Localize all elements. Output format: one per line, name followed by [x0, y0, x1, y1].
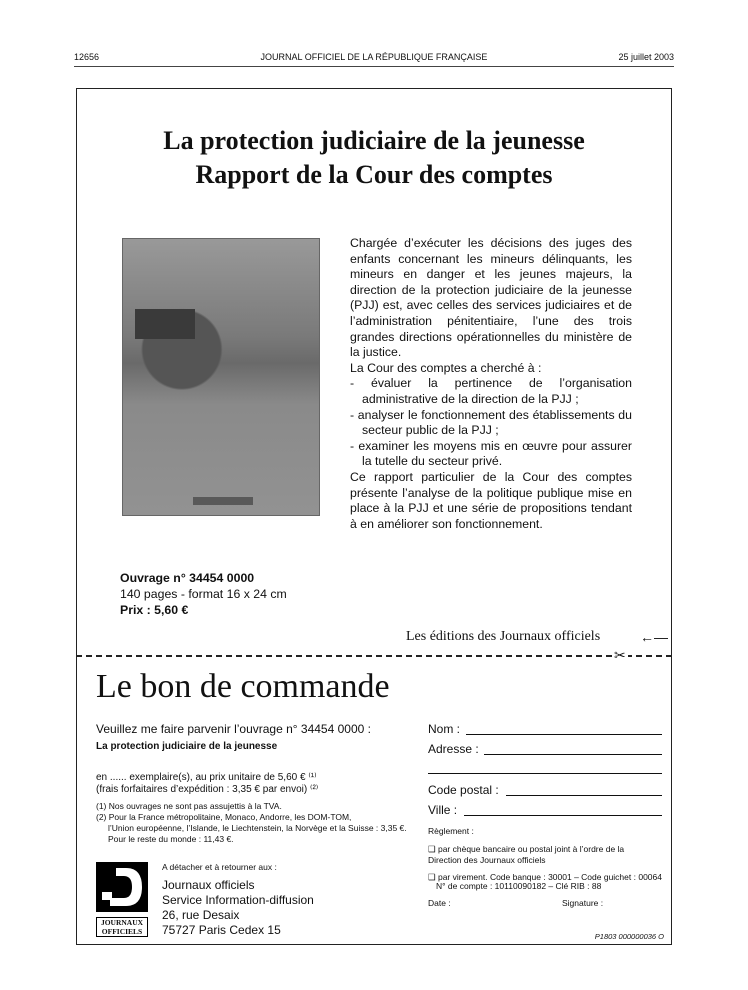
logo-text [96, 917, 148, 937]
title-line-2: Rapport de la Cour des comptes [195, 160, 553, 189]
footnote-1: (1) Nos ouvrages ne sont pas assujettis à la TVA. [96, 801, 282, 811]
cover-signature-mark [193, 497, 253, 505]
product-price: Prix : 5,60 € [120, 603, 189, 617]
signature-label: Signature : [562, 898, 604, 908]
address-line: 26, rue Desaix [162, 908, 240, 922]
virement-account: N° de compte : 10110090182 – Clé RIB : 88 [436, 881, 602, 891]
logo-mark-icon [96, 862, 148, 912]
publisher-credit: Les éditions des Journaux officiels [406, 629, 601, 644]
nom-field[interactable] [466, 734, 662, 735]
left-arrow-icon: ←— [640, 629, 668, 645]
bullet-item: - analyser le fonctionnement des établissements du secteur public de la PJJ ; [350, 407, 632, 438]
order-book-title: La protection judiciaire de la jeunesse [96, 741, 278, 752]
order-heading: Le bon de commande [96, 668, 390, 705]
logo-text-line: OFFICIELS [101, 927, 143, 936]
page-number: 12656 [74, 52, 100, 62]
address-line: Journaux officiels [162, 878, 255, 892]
address-line: Service Information-diffusion [162, 893, 314, 907]
address-line: 75727 Paris Cedex 15 [162, 923, 281, 937]
return-address [162, 878, 314, 938]
journal-title: JOURNAL OFFICIEL DE LA RÉPUBLIQUE FRANÇAISE [260, 52, 488, 62]
title-line-1: La protection judiciaire de la jeunesse [163, 126, 585, 155]
book-cover-image [122, 238, 320, 516]
journaux-officiels-logo [96, 862, 148, 936]
product-number: Ouvrage n° 34454 0000 [120, 571, 255, 585]
adresse-label: Adresse : [428, 742, 479, 756]
reference-code: P1803 000000036 O [594, 932, 664, 941]
adresse-field[interactable] [484, 754, 662, 755]
footnote-2c: Pour le reste du monde : 11,43 €. [108, 834, 234, 844]
bullet-item: - examiner les moyens mis en œuvre pour assurer la tutelle du secteur privé. [350, 438, 632, 469]
scissors-icon: ✂ [614, 647, 626, 663]
bullet-item: - évaluer la pertinence de l’organisation administrative de la direction de la PJJ ; [350, 376, 632, 406]
order-request: Veuillez me faire parvenir l’ouvrage n° 34454 0000 : [96, 722, 371, 736]
cover-dark-block [135, 309, 195, 339]
nom-label: Nom : [428, 722, 461, 736]
order-shipping: (frais forfaitaires d’expédition : 3,35 € par envoi) ⁽²⁾ [96, 784, 319, 795]
code-postal-field[interactable] [506, 795, 662, 796]
cut-line [76, 655, 672, 657]
book-description [350, 236, 632, 532]
page-date: 25 juillet 2003 [618, 52, 674, 62]
payment-cheque-option[interactable]: ❑ par chèque bancaire ou postal joint à l’ordre de la Direction des Journaux officiels [428, 844, 625, 865]
date-label: Date : [428, 898, 451, 908]
description-intro: La Cour des comptes a cherché à : [350, 360, 542, 375]
adresse-field-line-2[interactable] [428, 773, 662, 774]
description-bullets [350, 376, 632, 470]
ville-label: Ville : [428, 803, 458, 817]
product-format: 140 pages - format 16 x 24 cm [120, 587, 287, 601]
ville-field[interactable] [464, 815, 662, 816]
page-title [76, 124, 672, 192]
description-paragraph: Ce rapport particulier de la Cour des comptes présente l’analyse de la politique publique mise en place à la PJJ et une série de propositions tendant à en améliorer son fonctionnement. [350, 469, 632, 531]
description-paragraph: Chargée d’exécuter les décisions des juges des enfants concernant les mineurs délinquants, les mineurs en danger et les jeunes majeurs, la direction de la protection judiciaire de la jeunesse (PJJ) est, avec celles des services judiciaires et de l’administration pénitentiaire, l’une des trois grandes directions opérationnelles du ministère de la justice. [350, 236, 632, 360]
header-rule [74, 66, 674, 67]
return-label: A détacher et à retourner aux : [162, 862, 277, 872]
order-quantity: en ...... exemplaire(s), au prix unitaire de 5,60 € ⁽¹⁾ [96, 772, 317, 783]
code-postal-label: Code postal : [428, 783, 499, 797]
footnote-2b: l’Union européenne, l’Islande, le Liechtenstein, la Norvège et la Suisse : 3,35 €. [108, 823, 407, 833]
footnote-2a: (2) Pour la France métropolitaine, Monaco, Andorre, les DOM-TOM, [96, 812, 352, 822]
product-info [120, 570, 287, 618]
reglement-label: Règlement : [428, 826, 474, 836]
logo-text-line: JOURNAUX [100, 918, 144, 927]
payment-virement-option[interactable]: ❑ par virement. Code banque : 30001 – Code guichet : 00064 [428, 872, 662, 882]
